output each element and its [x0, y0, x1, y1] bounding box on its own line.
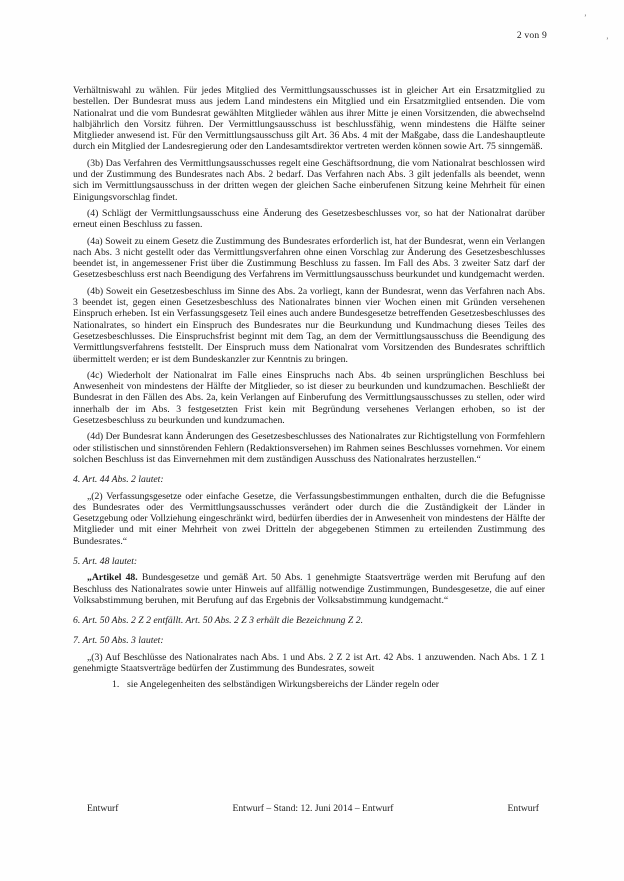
- novelle-heading-7: 7. Art. 50 Abs. 3 lautet:: [73, 635, 164, 647]
- paragraph-4d: (4d) Der Bundesrat kann Änderungen des Gesetzesbeschlusses des Nationalrates zur Richtigstellung von Formfehlern oder stilistischen und sinnstörenden Fehlern (Redaktionsversehen) im Rahmen seines Beschlusses vornehmen. Vor einem solchen Beschluss ist das Einvernehmen mit dem zuständigen Ausschuss des Nationalrates herzustellen.“: [73, 431, 545, 465]
- paragraph-4b: (4b) Soweit ein Gesetzesbeschluss im Sinne des Abs. 2a vorliegt, kann der Bundesrat, wenn das Verfahren nach Abs. 3 beendet ist, gegen einen Gesetzesbeschluss des Nationalrates binnen vier Wochen einen mit Gründen versehenen Einspruch erheben. Ist ein Verfassungsgesetz Teil eines auch andere Bundesgesetze betreffenden Gesetzesbeschlusses des Nationalrates, so hindert ein Einspruch des Bundesrates nur die Beurkundung und Kundmachung dieses Teiles des Gesetzesbeschlusses. Die Einspruchsfrist beginnt mit dem Tag, an dem der Vermittlungsausschuss die Beendigung des Vermittlungsverfahrens feststellt. Der Einspruch muss dem Nationalrat vom Vorsitzenden des Bundesrates schriftlich übermittelt werden; er ist dem Bundeskanzler zur Kenntnis zu bringen.: [73, 285, 545, 365]
- footer-left: Entwurf: [87, 803, 119, 814]
- paragraph-3b: (3b) Das Verfahren des Vermittlungsausschusses regelt eine Geschäftsordnung, die vom Nationalrat beschlossen wird und der Zustimmung des Bundesrates nach Abs. 2 bedarf. Das Verfahren nach Abs. 3 gilt jedenfalls als beendet, wenn sich im Vermittlungsausschuss in der dritten wegen der gleichen Sache einberufenen Sitzung keine Mehrheit für einen Einigungsvorschlag findet.: [73, 157, 545, 203]
- quote-paragraph-art48: [73, 572, 545, 606]
- paragraph-4c: (4c) Wiederholt der Nationalrat im Falle eines Einspruchs nach Abs. 4b seinen ursprünglichen Beschluss bei Anwesenheit von mindestens der Hälfte der Mitglieder, so ist dieser zu beurkunden und kundzumachen. Beschließt der Bundesrat in den Fällen des Abs. 2a, kein Verlangen auf Einberufung des Vermittlungsausschusses zu stellen, oder wird innerhalb der im Abs. 3 festgesetzten Frist kein mit Begründung versehenes Verlangen erhoben, so ist der Gesetzesbeschluss zu beurkunden und kundzumachen.: [73, 369, 545, 427]
- paragraph-4: (4) Schlägt der Vermittlungsausschuss eine Änderung des Gesetzesbeschlusses vor, so hat der Nationalrat darüber erneut einen Beschluss zu fassen.: [73, 207, 545, 231]
- novelle-heading-6: 6. Art. 50 Abs. 2 Z 2 entfällt. Art. 50 Abs. 2 Z 3 erhält die Bezeichnung Z 2.: [73, 615, 364, 627]
- novelle-heading-5: 5. Art. 48 lautet:: [73, 555, 138, 567]
- scan-artifact: ’: [606, 36, 609, 45]
- paragraph-continuation: Verhältniswahl zu wählen. Für jedes Mitglied des Vermittlungsausschusses ist in gleicher Art ein Ersatzmitglied zu bestellen. Der Bundesrat muss aus jedem Land mindestens ein Mitglied und ein Ersatzmitglied entsenden. Die vom Nationalrat und die vom Bundesrat gewählten Mitglieder wählen aus ihrer Mitte je einen Vorsitzenden, die abwechselnd halbjährlich den Vorsitz führen. Der Vermittlungsausschuss ist beschlussfähig, wenn mindestens die Hälfte seiner Mitglieder anwesend ist. Für den Vermittlungsausschuss gilt Art. 36 Abs. 4 mit der Maßgabe, dass die Landeshauptleute durch ein Mitglied der Landesregierung oder den Landesamtsdirektor vertreten werden können sowie Art. 75 sinngemäß.: [73, 85, 545, 153]
- article-48-text: Bundesgesetze und gemäß Art. 50 Abs. 1 genehmigte Staatsverträge werden mit Berufung auf den Beschluss des Nationalrates sowie unter Hinweis auf allfällig notwendige Zustimmungen, Bundesgesetze, die auf einer Volksabstimmung beruhen, mit Berufung auf das Ergebnis der Volksabstimmung kundgemacht.“: [73, 572, 546, 606]
- page-footer: [87, 803, 539, 814]
- quote-paragraph-art50: „(3) Auf Beschlüsse des Nationalrates nach Abs. 1 und Abs. 2 Z 2 ist Art. 42 Abs. 1 anzuwenden. Nach Abs. 1 Z 1 genehmigte Staatsverträge bedürfen der Zustimmung des Bundesrates, soweit: [73, 651, 545, 675]
- footer-center: Entwurf – Stand: 12. Juni 2014 – Entwurf: [232, 803, 394, 814]
- list-item: [112, 679, 545, 690]
- paragraph-4a: (4a) Soweit zu einem Gesetz die Zustimmung des Bundesrates erforderlich ist, hat der Bundesrat, wenn ein Verlangen nach Abs. 3 nicht gestellt oder das Vermittlungsverfahren ohne einen Vorschlag zur Änderung des Gesetzesbeschlusses beendet ist, in angemessener Frist über die Zustimmung Beschluss zu fassen. Im Fall des Abs. 3 zweiter Satz darf der Gesetzesbeschluss erst nach Beendigung des Verfahrens im Vermittlungsausschuss beurkundet und kundgemacht werden.: [73, 235, 545, 281]
- article-48-lead: „Artikel 48.: [87, 572, 138, 584]
- novelle-heading-4: 4. Art. 44 Abs. 2 lautet:: [73, 474, 164, 486]
- quote-paragraph-art44: „(2) Verfassungsgesetze oder einfache Gesetze, die Verfassungsbestimmungen enthalten, durch die die Befugnisse des Bundesrates oder des Vermittlungsausschusses verändert oder durch die die Zuständigkeit der Länder in Gesetzgebung oder Vollziehung eingeschränkt wird, bedürfen überdies der in Anwesenheit von mindestens der Hälfte der Mitglieder und mit einer Mehrheit von zwei Dritteln der abgegebenen Stimmen zu erteilenden Zustimmung des Bundesrates.“: [73, 490, 545, 547]
- document-body: [73, 85, 545, 696]
- page-number: 2 von 9: [516, 30, 547, 41]
- footer-right: Entwurf: [507, 803, 539, 814]
- list-item-text: sie Angelegenheiten des selbständigen Wirkungsbereichs der Länder regeln oder: [127, 679, 440, 691]
- list-item-number: 1.: [112, 679, 120, 691]
- scan-artifact: ’: [584, 13, 587, 22]
